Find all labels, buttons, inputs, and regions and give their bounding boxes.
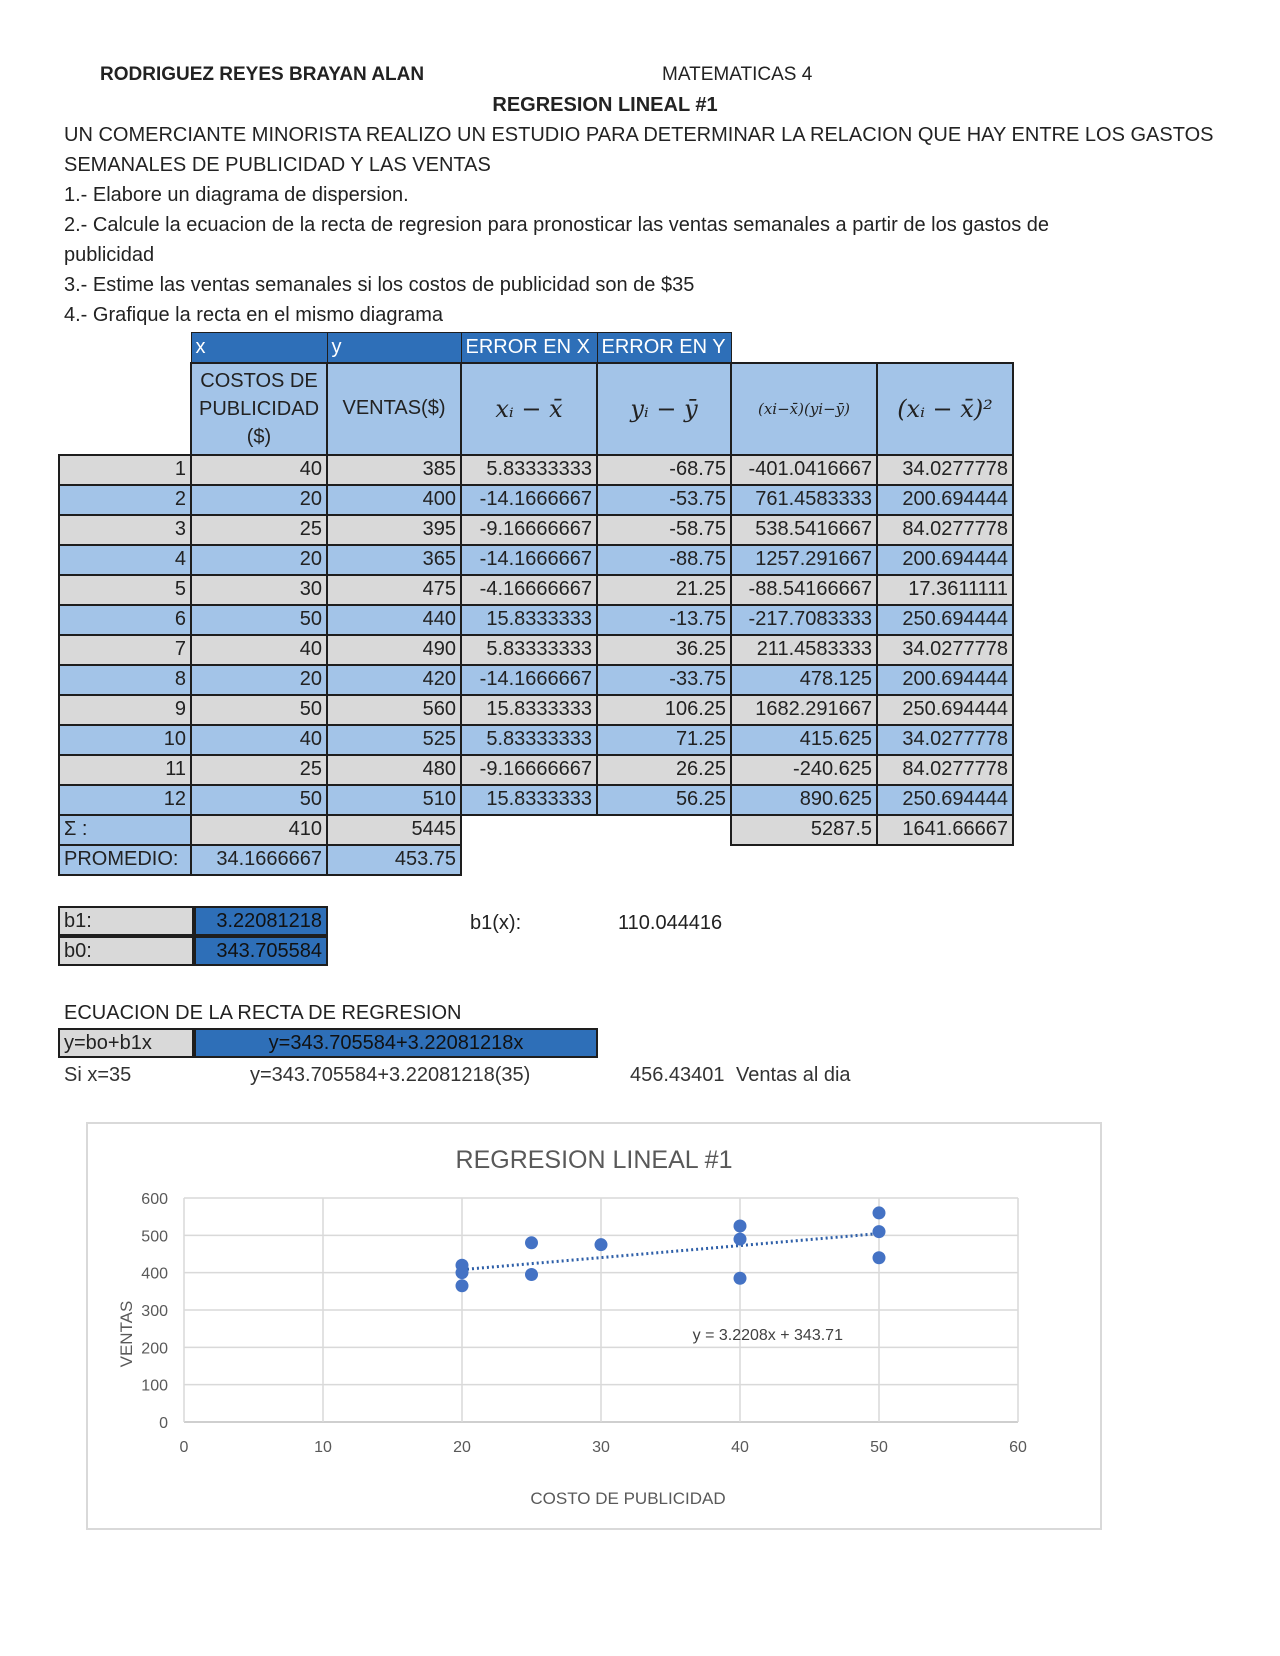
chart-y-tick-label: 300 [141,1303,168,1320]
cell-x-deviation: 15.8333333 [461,605,597,635]
estimate-result: 456.43401 [630,1064,725,1086]
sum-deviation-product: 5287.5 [731,815,877,845]
sum-x-deviation-squared: 1641.66667 [877,815,1013,845]
cell-deviation-product: 538.5416667 [731,515,877,545]
chart-point [734,1220,747,1233]
table-row [59,665,1013,695]
average-label: PROMEDIO: [59,845,191,875]
cell-y: 480 [327,755,461,785]
chart-y-tick-label: 100 [141,1377,168,1395]
table-blank [731,333,877,363]
chart-point [734,1233,747,1246]
cell-x: 40 [191,455,327,485]
question-1: 1.- Elabore un diagrama de dispersion. [64,184,409,206]
cell-y: 400 [327,485,461,515]
cell-y: 510 [327,785,461,815]
cell-x-deviation-squared: 34.0277778 [877,455,1013,485]
cell-y-deviation: -68.75 [597,455,731,485]
substitution: y=343.705584+3.22081218(35) [250,1064,531,1086]
cell-y: 395 [327,515,461,545]
table-row [59,575,1013,605]
row-index: 8 [59,665,191,695]
cell-y: 420 [327,665,461,695]
sum-y: 5445 [327,815,461,845]
sum-x: 410 [191,815,327,845]
chart-x-tick-label: 20 [453,1439,471,1456]
chart-y-tick-label: 0 [159,1415,168,1432]
table-blank [59,363,191,455]
table-row [59,605,1013,635]
cell-x: 20 [191,665,327,695]
header-x-deviation-squared: (xᵢ − x̄)² [877,363,1013,455]
si-x-label: Si x=35 [64,1064,132,1086]
cell-x-deviation-squared: 84.0277778 [877,515,1013,545]
question-3: 3.- Estime las ventas semanales si los costos de publicidad son de $35 [64,274,695,296]
table-row [59,755,1013,785]
table-row [59,515,1013,545]
table-blank [731,845,877,875]
cell-y-deviation: -13.75 [597,605,731,635]
cell-x-deviation-squared: 34.0277778 [877,725,1013,755]
chart-point [873,1251,886,1264]
cell-deviation-product: 761.4583333 [731,485,877,515]
cell-y-deviation: 71.25 [597,725,731,755]
chart-x-tick-label: 10 [314,1439,332,1456]
cell-y-deviation: -53.75 [597,485,731,515]
chart-point [873,1225,886,1238]
chart-y-tick-label: 400 [141,1265,168,1283]
row-index: 2 [59,485,191,515]
chart-point [456,1259,469,1272]
header-y: y [327,333,461,363]
chart-point [456,1279,469,1292]
row-index: 6 [59,605,191,635]
estimate-unit: Ventas al dia [736,1064,851,1086]
chart-y-tick-label: 500 [141,1228,168,1246]
intro-line-2: SEMANALES DE PUBLICIDAD Y LAS VENTAS [64,154,491,176]
cell-deviation-product: -401.0416667 [731,455,877,485]
cell-y: 440 [327,605,461,635]
cell-x-deviation-squared: 250.694444 [877,695,1013,725]
chart-point [873,1206,886,1219]
average-x: 34.1666667 [191,845,327,875]
header-error-x: ERROR EN X [461,333,597,363]
chart-trendline [462,1234,879,1270]
question-2-line-1: 2.- Calcule la ecuacion de la recta de regresion para pronosticar las ventas semanales a partir de los gastos de [64,214,1049,236]
row-index: 1 [59,455,191,485]
cell-x: 50 [191,785,327,815]
chart-x-tick-label: 50 [870,1439,888,1456]
chart-x-tick-label: 0 [179,1439,189,1456]
cell-y-deviation: 36.25 [597,635,731,665]
cell-x: 50 [191,605,327,635]
equation-form-value: y=343.705584+3.22081218x [194,1028,598,1058]
sum-row [59,815,1013,845]
cell-x-deviation: -4.16666667 [461,575,597,605]
intro-line-1: UN COMERCIANTE MINORISTA REALIZO UN ESTUDIO PARA DETERMINAR LA RELACION QUE HAY ENTRE LOS GASTOS [64,124,1214,146]
b1-label: b1: [58,906,194,936]
cell-x-deviation: -14.1666667 [461,485,597,515]
chart-point [734,1272,747,1285]
row-index: 5 [59,575,191,605]
cell-deviation-product: 1257.291667 [731,545,877,575]
row-index: 11 [59,755,191,785]
cell-x-deviation: -14.1666667 [461,665,597,695]
cell-x: 20 [191,545,327,575]
table-row [59,545,1013,575]
header-error-y: ERROR EN Y [597,333,731,363]
cell-x-deviation: 15.8333333 [461,695,597,725]
row-index: 4 [59,545,191,575]
page-title: REGRESION LINEAL #1 [492,94,718,116]
cell-x-deviation-squared: 250.694444 [877,785,1013,815]
average-y: 453.75 [327,845,461,875]
cell-x-deviation-squared: 200.694444 [877,545,1013,575]
table-row [59,695,1013,725]
table-row [59,635,1013,665]
table-row [59,485,1013,515]
cell-x-deviation-squared: 250.694444 [877,605,1013,635]
cell-y: 525 [327,725,461,755]
chart-title: REGRESION LINEAL #1 [455,1146,733,1174]
chart-canvas [88,1124,1100,1528]
b0-label: b0: [58,936,194,966]
row-index: 7 [59,635,191,665]
cell-y-deviation: -33.75 [597,665,731,695]
cell-y-deviation: -88.75 [597,545,731,575]
cell-x: 50 [191,695,327,725]
chart-y-label: VENTAS [117,1300,136,1368]
chart-y-tick-label: 200 [141,1340,168,1358]
cell-x-deviation: 5.83333333 [461,725,597,755]
row-index: 12 [59,785,191,815]
table-sub-header-row [59,363,1013,455]
table-row [59,455,1013,485]
row-index: 9 [59,695,191,725]
scatter-chart [86,1122,1102,1530]
equation-section-title: ECUACION DE LA RECTA DE REGRESION [64,1002,462,1024]
chart-x-tick-label: 60 [1009,1439,1027,1456]
b1x-value: 110.044416 [618,912,723,934]
cell-x: 40 [191,635,327,665]
cell-x-deviation: -9.16666667 [461,755,597,785]
table-corner [59,333,191,363]
b1x-label: b1(x): [470,912,522,934]
chart-point [525,1268,538,1281]
table-blank [461,815,597,845]
cell-y-deviation: 56.25 [597,785,731,815]
header-costos-publicidad: COSTOS DE PUBLICIDAD ($) [191,363,327,455]
cell-y-deviation: 106.25 [597,695,731,725]
table-blank [877,333,1013,363]
chart-x-tick-label: 30 [592,1439,610,1456]
table-top-header-row [59,333,1013,363]
cell-y: 490 [327,635,461,665]
cell-x: 30 [191,575,327,605]
chart-point [595,1238,608,1251]
b0-value: 343.705584 [194,936,328,966]
cell-x-deviation: 5.83333333 [461,455,597,485]
cell-y: 365 [327,545,461,575]
chart-point [525,1236,538,1249]
row-index: 3 [59,515,191,545]
cell-x: 40 [191,725,327,755]
cell-x-deviation-squared: 34.0277778 [877,635,1013,665]
cell-deviation-product: -88.54166667 [731,575,877,605]
question-4: 4.- Grafique la recta en el mismo diagrama [64,304,444,326]
chart-y-tick-label: 600 [141,1191,168,1208]
cell-deviation-product: 415.625 [731,725,877,755]
cell-x-deviation: -14.1666667 [461,545,597,575]
cell-deviation-product: -217.7083333 [731,605,877,635]
table-blank [877,845,1013,875]
header-x-deviation: xᵢ − x̄ [461,363,597,455]
subject-name: MATEMATICAS 4 [662,64,813,85]
equation-form-label: y=bo+b1x [58,1028,194,1058]
cell-x-deviation-squared: 200.694444 [877,485,1013,515]
table-row [59,785,1013,815]
cell-deviation-product: 478.125 [731,665,877,695]
regression-table [58,332,1014,876]
average-row [59,845,1013,875]
cell-x: 25 [191,755,327,785]
cell-x-deviation: -9.16666667 [461,515,597,545]
sum-label: Σ : [59,815,191,845]
chart-x-tick-label: 40 [731,1439,749,1456]
cell-y: 475 [327,575,461,605]
row-index: 10 [59,725,191,755]
header-y-deviation: yᵢ − ȳ [597,363,731,455]
question-2-line-2: publicidad [64,244,155,266]
cell-deviation-product: -240.625 [731,755,877,785]
table-blank [597,815,731,845]
trendline-equation: y = 3.2208x + 343.71 [692,1326,843,1344]
b1-value: 3.22081218 [194,906,328,936]
cell-x-deviation: 5.83333333 [461,635,597,665]
cell-y-deviation: 26.25 [597,755,731,785]
table-blank [461,845,597,875]
header-x: x [191,333,327,363]
cell-y: 385 [327,455,461,485]
cell-x-deviation-squared: 200.694444 [877,665,1013,695]
cell-x-deviation-squared: 17.3611111 [877,575,1013,605]
cell-deviation-product: 211.4583333 [731,635,877,665]
cell-deviation-product: 1682.291667 [731,695,877,725]
cell-x-deviation-squared: 84.0277778 [877,755,1013,785]
table-row [59,725,1013,755]
author-name: RODRIGUEZ REYES BRAYAN ALAN [100,64,425,85]
cell-x: 25 [191,515,327,545]
cell-x: 20 [191,485,327,515]
cell-x-deviation: 15.8333333 [461,785,597,815]
cell-y-deviation: 21.25 [597,575,731,605]
header-deviation-product: (xi−x̄)(yi−ȳ) [731,363,877,455]
chart-x-label: COSTO DE PUBLICIDAD [530,1489,726,1508]
cell-deviation-product: 890.625 [731,785,877,815]
cell-y-deviation: -58.75 [597,515,731,545]
table-blank [597,845,731,875]
header-ventas: VENTAS($) [327,363,461,455]
cell-y: 560 [327,695,461,725]
